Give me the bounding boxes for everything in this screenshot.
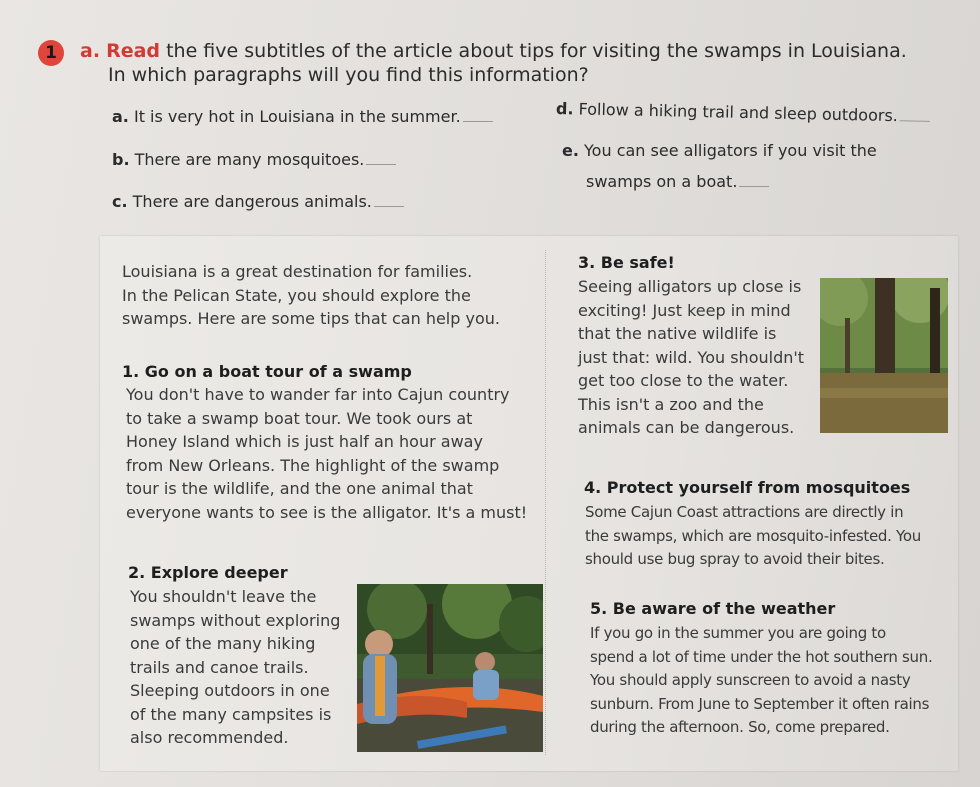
instruction-line-2: In which paragraphs will you find this information?: [108, 64, 589, 86]
section-4-text: Some Cajun Coast attractions are directly in the swamps, which are mosquito-infested. You should use bug spray to avoid their bites.: [585, 503, 922, 568]
section-3-text: Seeing alligators up close is exciting! Just keep in mind that the native wildlife is just that: wild. You shouldn't get too close to the water. This isn't a zoo and the animals can be dangerous.: [578, 277, 805, 437]
instruction-line-1: the five subtitles of the article about tips for visiting the swamps in Louisiana.: [160, 40, 907, 62]
answer-blank-b[interactable]: [366, 164, 396, 165]
option-c: c. There are dangerous animals.: [112, 192, 404, 211]
answer-blank-d[interactable]: [900, 120, 930, 122]
option-b: b. There are many mosquitoes.: [112, 150, 396, 169]
option-a: a. It is very hot in Louisiana in the summer.: [112, 107, 493, 126]
answer-blank-a[interactable]: [463, 121, 493, 122]
exercise-instruction: [80, 38, 970, 65]
intro-paragraph: Louisiana is a great destination for families. In the Pelican State, you should explore the swamps. Here are some tips that can help you.: [122, 262, 500, 328]
option-e-continued: swamps on a boat.: [586, 172, 769, 191]
section-2-text: You shouldn't leave the swamps without exploring one of the many hiking trails and canoe trails. Sleeping outdoors in one of the many campsites is also recommended.: [130, 587, 341, 747]
exercise-number-badge: 1: [38, 40, 64, 66]
option-d: d. Follow a hiking trail and sleep outdoors.: [556, 99, 930, 126]
answer-blank-c[interactable]: [374, 206, 404, 207]
column-divider: [545, 250, 546, 755]
canoe-photo: [357, 584, 543, 752]
swamp-photo: [820, 278, 948, 433]
section-4-title: 4. Protect yourself from mosquitoes: [584, 478, 911, 497]
part-letter: a.: [80, 40, 101, 62]
read-word: Read: [106, 40, 161, 62]
section-1-title: 1. Go on a boat tour of a swamp: [122, 362, 412, 381]
section-2-title: 2. Explore deeper: [128, 563, 288, 582]
section-5-text: If you go in the summer you are going to spend a lot of time under the hot southern sun. You should apply sunscreen to avoid a nasty sunburn. From June to September it often rains during the afternoon. So, come prepared.: [590, 624, 933, 736]
option-e: e. You can see alligators if you visit the: [562, 141, 877, 160]
answer-blank-e[interactable]: [739, 186, 769, 187]
section-5-title: 5. Be aware of the weather: [590, 599, 836, 618]
section-3-title: 3. Be safe!: [578, 253, 675, 272]
section-1-text: You don't have to wander far into Cajun country to take a swamp boat tour. We took ours at Honey Island which is just half an hour away from New Orleans. The highlight of the swamp tour is the wildlife, and the one animal that everyone wants to see is the alligator. It's a must!: [126, 385, 528, 522]
